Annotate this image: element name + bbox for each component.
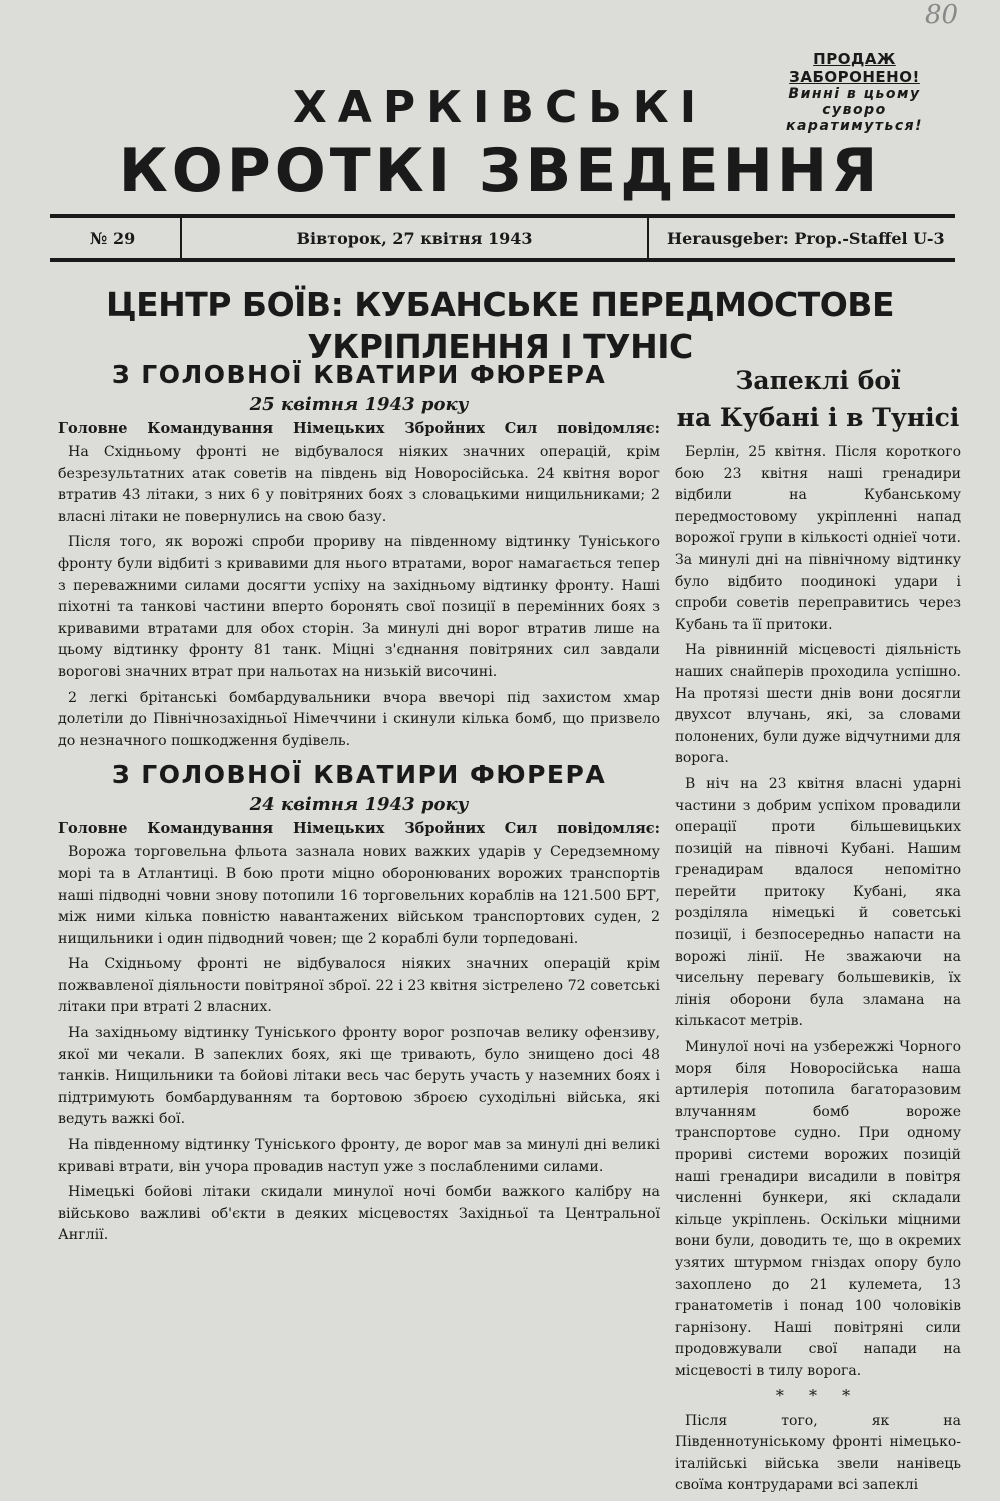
paragraph: Ворожа торговельна фльота зазнала нових важких ударів у Середземному морі та в Атлантиці. В бою проти міцно оборонюваних ворожих транспортів наші підводні човни знову потопили 16 торговельних кораблів на 121.500 БРТ, між ними кілька повністю навантажених військом транспортових суден, 2 нищильники і один підводний човен; ще 2 кораблі були торпедовані. (58, 844, 660, 947)
section-separator: * * * (775, 1385, 861, 1405)
paragraph: На західньому відтинку Туніського фронту ворог розпочав велику офензиву, якої ми чекали. В запеклих боях, які ще тривають, було знищено досі 48 танків. Нищильники та бойові літаки весь час беруть участь у наземних боях і підтримують бомбардуванням та бортовою зброєю суходільні війська, які ведуть важкі бої. (58, 1025, 660, 1128)
issue-info-bar (50, 214, 955, 262)
publisher: Herausgeber: Prop.-Staffel U-3 (667, 228, 945, 248)
paragraph: Після того, як ворожі спроби прориву на південному відтинку Туніського фронту були відбиті з кривавими для нього втратами, ворог намагається тепер з переважними силами досягти успіху на західньому відтинку фронту. Наші піхотні та танкові частини вперто боронять свої позиції в перемінних боях з кривавими втратами для обох сторін. За минулі дні ворог втратив лише на цьому відтинку фронту 81 танк. Міцні з'єднання повітряних сил завдали ворогові значних втрат при нальотах на низькій височині. (58, 534, 660, 680)
masthead-line-1: ХАРКІВСЬКІ (292, 82, 708, 133)
masthead-line-2: КОРОТКІ ЗВЕДЕННЯ (118, 136, 882, 206)
paragraph: В ніч на 23 квітня власні ударні частини з добрим успіхом провадили операції проти більшевицьких позицій на півночі Кубані. Нашим гренадирам вдалося непомітно перейти притоку Кубані, яка розділяла німецькі й советські позиції, і безпосередньо напасти на ворожі лінії. Не зважаючи на чисельну перевагу большевиків, їх лінія оборони була зламана на кількасот метрів. (675, 775, 961, 1030)
paragraph: На південному відтинку Туніського фронту, де ворог мав за минулі дні великі криваві втрати, він учора провадив наступ уже з послабленими силами. (58, 1137, 660, 1175)
section-intro: Головне Командування Німецьких Збройних Сил повідомляє: (58, 420, 660, 437)
issue-number: № 29 (90, 228, 136, 248)
main-column (58, 358, 660, 1251)
archive-pencil-mark: 80 (925, 0, 959, 30)
side-title-line-2: на Кубані і в Тунісі (676, 403, 960, 432)
paragraph: 2 легкі брітанські бомбардувальники вчора ввечорі під захистом хмар долетіли до Північнозахідньої Німеччини і скинули кілька бомб, що призвело до незначного пошкодження будівель. (58, 689, 660, 749)
side-column (675, 362, 961, 1501)
section-title: З ГОЛОВНОЇ КВАТИРИ ФЮРЕРА (111, 360, 607, 389)
paragraph: Після того, як на Південнотуніському фронті німецько-італійські війська звели нанівець своїма контрударами всі запеклі (675, 1412, 961, 1494)
paragraph: На Східньому фронті не відбувалося ніяких значних операцій, крім безрезультатних атак советів на південь від Новоросійська. 24 квітня ворог втратив 43 літаки, з них 6 у повітряних боях з словацькими нищильниками; 2 власні літаки не повернулись на свою базу. (58, 444, 660, 525)
paragraph: На Східньому фронті не відбувалося ніяких значних операцій крім пожвавленої діяльности повітряної зброї. 22 і 23 квітня зістрелено 72 советські літаки при втраті 2 власних. (58, 956, 660, 1016)
report-section-1 (58, 358, 660, 752)
side-title-line-1: Запеклі бої (735, 366, 901, 395)
section-date: 25 квітня 1943 року (249, 394, 469, 415)
paragraph: На рівнинній місцевості діяльність наших снайперів проходила успішно. На протязі шести днів вони досягли двухсот влучань, які, за словами полонених, були дуже відчутними для ворога. (675, 642, 961, 767)
notice-line-3: суворо каратимуться! (785, 102, 924, 134)
notice-line-2: Винні в цьому (788, 86, 921, 102)
paragraph: Берлін, 25 квітня. Після короткого бою 23 квітня наші гренадири відбили на Кубанському передмостовому укріпленні напад ворожої групи в кількості одніеї чоти. За минулі дні на північному відтинку було відбито поодинокі удари і спроби советів переправитись через Кубань та її притоки. (675, 444, 961, 633)
main-headline: ЦЕНТР БОЇВ: КУБАНСЬКЕ ПЕРЕДМОСТОВЕ УКРІПЛЕННЯ І ТУНІС (105, 285, 895, 366)
section-intro: Головне Командування Німецьких Збройних Сил повідомляє: (58, 820, 660, 838)
notice-line-1: ПРОДАЖ ЗАБОРОНЕНО! (789, 50, 920, 86)
paragraph: Минулої ночі на узбережжі Чорного моря біля Новоросійська наша артилерія потопила багаторазовим влучанням бомб вороже транспортове судно. При одному прориві системи ворожих позицій наші гренадири висадили в повітря численні бункери, які складали кільце укріплень. Оскільки міцними вони були, доводить те, що в окремих узятих штурмом гніздах опору було захоплено до 21 кулемета, 13 гранатометів і понад 100 чоловіків гарнізону. Наші повітряні сили продовжували свої напади на місцевості в тилу ворога. (675, 1039, 961, 1379)
section-date: 24 квітня 1943 року (249, 794, 469, 816)
issue-date: Вівторок, 27 квітня 1943 (180, 218, 649, 258)
section-title: З ГОЛОВНОЇ КВАТИРИ ФЮРЕРА (111, 760, 607, 790)
side-article-title (675, 362, 961, 436)
report-section-2 (58, 758, 660, 1247)
paragraph: Німецькі бойові літаки скидали минулої ночі бомби важкого калібру на військово важливі об'єкти в деяких місцевостях Західньої та Центральної Англії. (58, 1184, 660, 1244)
